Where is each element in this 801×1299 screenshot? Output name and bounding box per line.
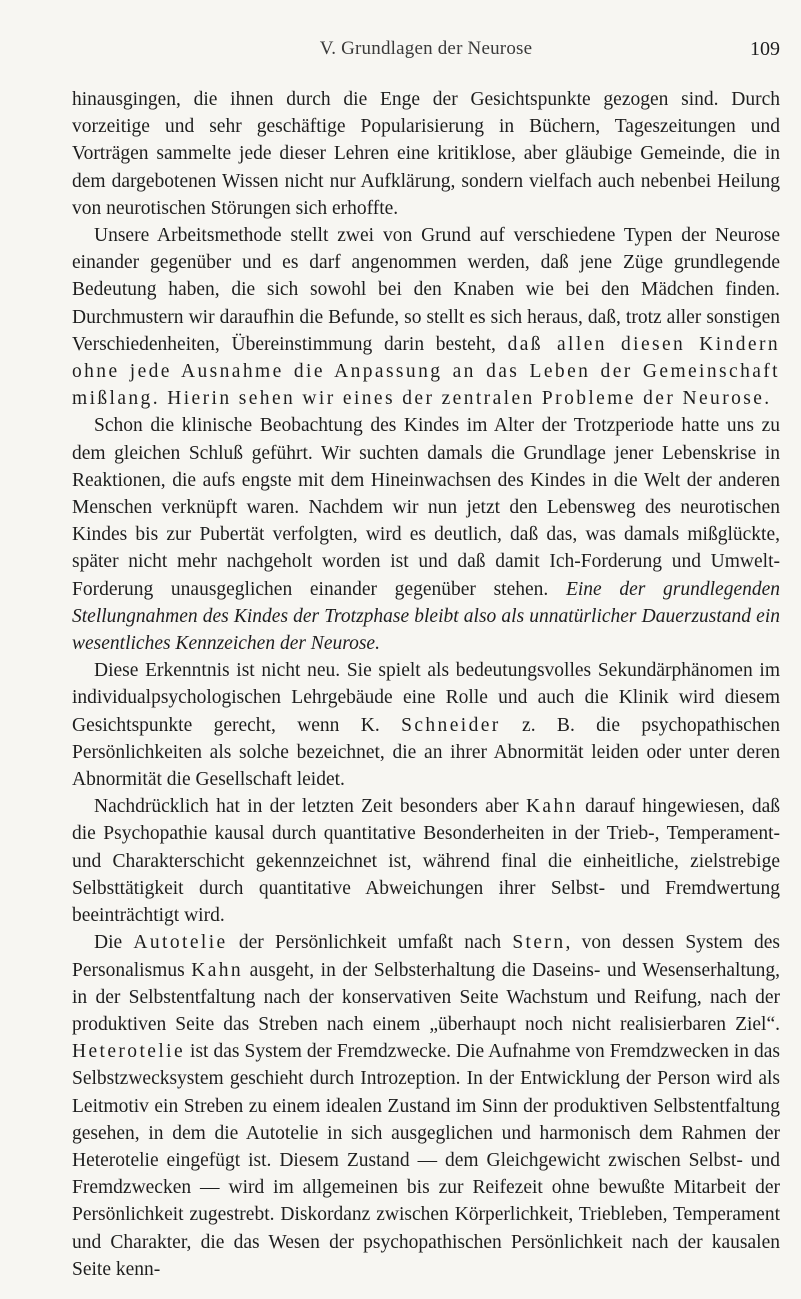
- text-run: Nachdrücklich hat in der letzten Zeit besonders aber: [94, 796, 526, 818]
- text-run: , von dessen System des Personalismus: [72, 932, 780, 981]
- text-run: Die: [94, 932, 134, 954]
- text-run: ausgeht, in der Selbsterhaltung die Daseins- und Wesenserhaltung, in der Selbstentfaltung nach der konservativen Seite Wachstum und Reifung, nach der produktiven Seite das Streben nach einem „überhaupt noch nicht realisierbaren Ziel“.: [72, 959, 781, 1035]
- text-run: Schon die klinische Beobachtung des Kindes im Alter der Trotzperiode hatte uns zu dem gleichen Schluß geführt. Wir suchten damals die Grundlage jener Lebenskrise in Reaktionen, die aufs engste mit dem Hineinwachsen des Kindes in die Welt der anderen Menschen verknüpft waren. Nachdem wir nun jetzt den Lebensweg des neurotischen Kindes bis zur Pubertät verfolgten, wird es deutlich, daß das, was damals mißglückte, später nicht mehr nachgeholt worden ist und daß damit Ich-Forderung und Umwelt-Forderung unausgeglichen einander gegenüber stehen.: [72, 415, 780, 600]
- text-run: Diese Erkenntnis ist nicht neu. Sie spielt als bedeutungsvolles Sekundärphänomen im individualpsychologischen Lehrgebäude eine Rolle und auch die Klinik wird diesem Gesichtspunkte gerecht, wenn K.: [72, 660, 780, 736]
- paragraph: [72, 412, 780, 657]
- paragraph: [72, 793, 780, 929]
- paragraph: [72, 657, 780, 793]
- spaced-text: Kahn: [525, 796, 578, 818]
- text-run: Unsere Arbeitsmethode stellt zwei von Grund auf verschiedene Typen der Neurose einander gegenüber und es darf angenommen werden, daß jene Züge grundlegende Bedeutung haben, die sich sowohl bei den Knaben wie bei den Mädchen finden. Durchmustern wir daraufhin die Befunde, so stellt es sich heraus, daß, trotz aller sonstigen Verschiedenheiten, Übereinstimmung darin besteht,: [72, 225, 780, 355]
- spaced-text: Heterotelie: [72, 1041, 186, 1063]
- italic-text: Eine der grundlegenden Stellungnahmen des Kindes der Trotzphase bleibt also als unnatürlicher Dauerzustand ein wesentliches Kennzeichen der Neurose.: [72, 578, 781, 655]
- text-run: der Persönlichkeit umfaßt nach: [227, 932, 513, 954]
- text-run: darauf hingewiesen, daß die Psychopathie kausal durch quantitative Besonderheiten in der Trieb-, Temperament- und Charakterschicht gekennzeichnet ist, während final die einheitliche, zielstrebige Selbsttätigkeit durch quantitative Abweichungen ihrer Selbst- und Fremdwertung beeinträchtigt wird.: [72, 796, 780, 927]
- text-run: z. B. die psychopathischen Persönlichkeiten als solche bezeichnet, die an ihrer Abnormität leiden oder unter deren Abnormität die Gesellschaft leidet.: [72, 714, 780, 791]
- text-run: ist das System der Fremdzwecke. Die Aufnahme von Fremdzwecken in das Selbstzwecksystem geschieht durch Introzeption. In der Entwicklung der Person wird als Leitmotiv ein Streben zu einem idealen Zustand im Sinn der produktiven Selbstentfaltung gesehen, in dem die Autotelie in sich ausgeglichen und harmonisch dem Rahmen der Heterotelie eingefügt ist. Diesem Zustand — dem Gleichgewicht zwischen Selbst- und Fremdzwecken — wird im allgemeinen bis zur Reifezeit ohne bewußte Mitarbeit der Persönlichkeit zugestrebt. Diskordanz zwischen Körperlichkeit, Triebleben, Temperament und Charakter, die das Wesen der psychopathischen Persönlichkeit nach der kausalen Seite kenn-: [72, 1041, 780, 1280]
- spaced-text: Stern: [512, 932, 566, 954]
- paragraph: [72, 929, 780, 1283]
- text-run: hinausgingen, die ihnen durch die Enge der Gesichtspunkte gezogen sind. Durch vorzeitige und sehr geschäftige Popularisierung in Büchern, Tageszeitungen und Vorträgen sammelte jede dieser Lehren eine kritiklose, aber gläubige Gemeinde, die in dem dargebotenen Wissen nicht nur Aufklärung, sondern vielfach auch nebenbei Heilung von neurotischen Störungen sich erhoffte.: [72, 89, 780, 219]
- book-page: [72, 30, 780, 1283]
- spaced-text: Kahn: [191, 959, 244, 981]
- spaced-text: Schneider: [401, 714, 501, 736]
- paragraph: [72, 222, 780, 412]
- page-number: 109: [750, 38, 780, 60]
- body-text: [72, 86, 780, 1283]
- spaced-text: daß allen diesen Kindern ohne jede Ausnahme die Anpassung an das Leben der Gemeinschaft mißlang. Hierin sehen wir eines der zentralen Probleme der Neurose.: [72, 333, 780, 410]
- running-head: [72, 30, 780, 64]
- paragraph: [72, 86, 780, 222]
- spaced-text: Autotelie: [133, 932, 228, 954]
- chapter-title: V. Grundlagen der Neurose: [319, 38, 533, 59]
